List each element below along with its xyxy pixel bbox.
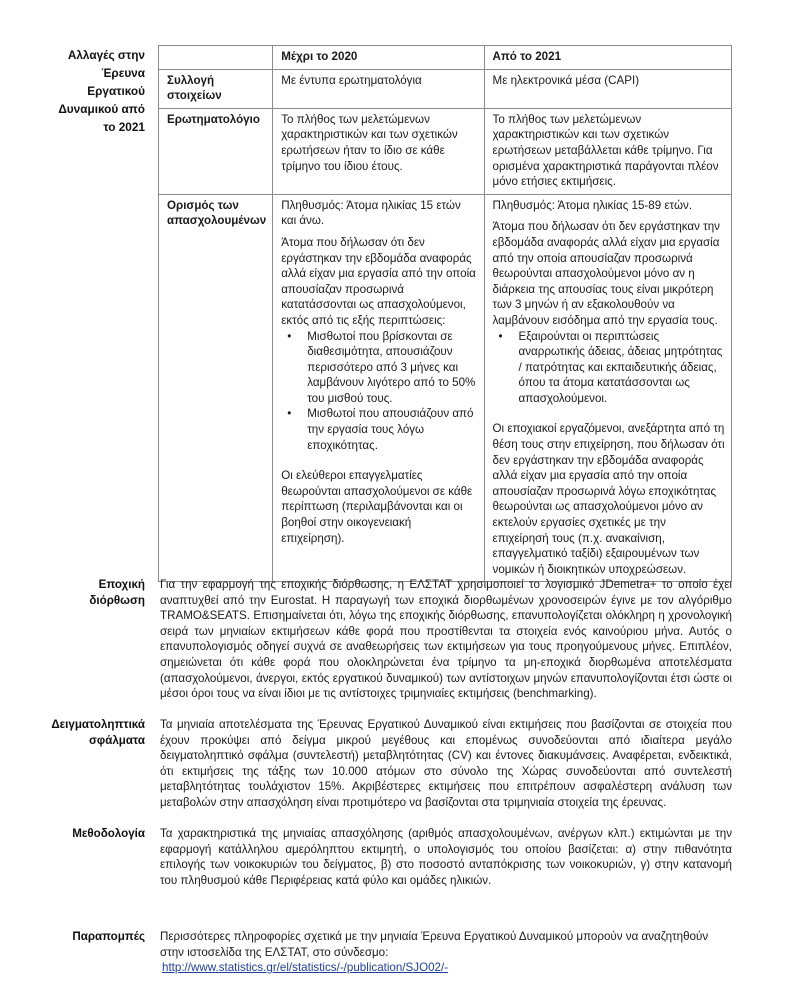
bullet-item: • Μισθωτοί που απουσιάζουν από την εργασία τους λόγω εποχικότητας. xyxy=(281,406,477,453)
population-text: Πληθυσμός: Άτομα ηλικίας 15 ετών και άνω. xyxy=(281,198,461,228)
bullet-list xyxy=(493,329,725,407)
intro-text: Άτομα που δήλωσαν ότι δεν εργάστηκαν την εβδομάδα αναφοράς αλλά είχαν μια εργασία από την οποία απουσίαζαν προσωρινά κατατάσσονται ως απασχολούμενοι, εκτός από τις εξής περιπτώσεις: xyxy=(281,235,476,327)
cell-after xyxy=(484,194,731,582)
closing-text: Οι ελεύθεροι επαγγελματίες θεωρούνται απασχολούμενοι σε κάθε περίπτωση (περιλαμβάνονται και οι βοηθοί στην οικογενειακή επιχείρηση). xyxy=(281,469,473,545)
section-label-sampling: Δειγματοληπτικά σφάλματα xyxy=(51,718,145,747)
header-cell-empty xyxy=(159,46,273,70)
row-label: Ορισμός των απασχολουμένων xyxy=(159,194,273,582)
table-row xyxy=(159,194,732,582)
bullet-list xyxy=(281,329,477,454)
cell-before xyxy=(273,194,484,582)
cell-before: Με έντυπα ερωτηματολόγια xyxy=(273,69,484,108)
section-text-seasonal: Για την εφαρμογή της εποχικής διόρθωσης, η ΕΛΣΤΑΤ χρησιμοποιεί το λογισμικό JDemetra+ το οποίο έχει αναπτυχθεί από την Eurostat. Η παραγωγή των εποχικά διορθωμένων χρονοσειρών έγινε με τον αλγόριθμο TRAMO&SEATS. Επισημαίνεται ότι, λόγω της εποχικής διόρθωσης, επανυπολογίζεται ολόκληρη η χρονολογική σειρά των μηνιαίων εκτιμήσεων κάθε φορά που προστίθενται τα στοιχεία ενός καινούριου μήνα. Αυτός ο επανυπολογισμός οδηγεί συχνά σε αναθεωρήσεις των εκτιμήσεων για τους προηγούμενους μήνες. Επιπλέον, σημειώνεται ότι κάθε φορά που ολοκληρώνεται ένα τρίμηνο τα μη-εποχικά διορθωμένα αποτελέσματα (απασχολούμενοι, άνεργοι, εκτός εργατικού δυναμικού) των αντίστοιχων μηνών επανυπολογίζονται έτσι ώστε οι μέσοι όροι τους να είναι ίδιοι με τις αντίστοιχες τριμηνιαίες εκτιμήσεις (benchmarking). xyxy=(160,578,732,701)
references-text: Περισσότερες πληροφορίες σχετικά με την μηνιαία Έρευνα Εργατικού Δυναμικού μπορούν να αναζητηθούν στην ιστοσελίδα της ΕΛΣΤΑΤ, στο σύνδεσμο: xyxy=(160,930,709,959)
section-label-changes: Αλλαγές στην Έρευνα Εργατικού Δυναμικού από το 2021 xyxy=(58,48,145,134)
section-text-methodology: Τα χαρακτηριστικά της μηνιαίας απασχόλησης (αριθμός απασχολουμένων, ανέργων κλπ.) εκτιμώνται με την εφαρμογή κατάλληλου αμερόληπτου εκτιμητή, ο υπολογισμός του οποίου βασίζεται: α) στην πιθανότητα επιλογής των νοικοκυριών του δείγματος, β) στο ποσοστό ανταπόκρισης των νοικοκυριών, γ) στην κατανομή του πληθυσμού κάθε Περιφέρειας κατά φύλο και ομάδες ηλικιών. xyxy=(160,827,732,887)
bullet-item: • Εξαιρούνται οι περιπτώσεις αναρρωτικής άδειας, άδειας μητρότητας / πατρότητας και εκπαιδευτικής άδειας, όπου τα άτομα κατατάσσονται ως απασχολούμενοι. xyxy=(493,329,725,407)
section-label-references: Παραπομπές xyxy=(72,930,145,943)
intro-text: Άτομα που δήλωσαν ότι δεν εργάστηκαν την εβδομάδα αναφοράς αλλά είχαν μια εργασία από την οποία απουσίαζαν προσωρινά θεωρούνται απασχολούμενοι μόνο αν η διάρκεια της απουσίας τους είναι μικρότερη των 3 μηνών ή αν εξακολουθούν να λαμβάνουν εισόδημα από την εργασία τους. xyxy=(492,220,720,327)
section-text-sampling: Τα μηνιαία αποτελέσματα της Έρευνας Εργατικού Δυναμικού είναι εκτιμήσεις που βασίζονται σε στοιχεία που έχουν προκύψει από δείγμα μικρού μεγέθους και επομένως συνοδεύονται από ιδιαίτερα μεγάλο δειγματοληπτικό σφάλμα (συντελεστή) μεταβλητότητας (CV) και έντονες διακυμάνσεις. Αναφέρεται, ενδεικτικά, ότι εκτιμήσεις της τάξης των 10.000 ατόμων στο σύνολο της Χώρας συνοδεύονται από συντελεστή μεταβλητότητας τουλάχιστον 15%. Ακριβέστερες εκτιμήσεις που επιτρέπουν ασφαλέστερη ανάλυση των μεταβολών στην απασχόληση είναι προτιμότερο να βασίζονται στα τριμηνιαία στοιχεία της έρευνας. xyxy=(160,718,732,809)
closing-text: Οι εποχιακοί εργαζόμενοι, ανεξάρτητα από τη θέση τους στην επιχείρηση, που δήλωσαν ότι δεν εργάστηκαν την εβδομάδα αναφοράς αλλά είχαν μια εργασία από την οποία απουσίαζαν προσωρινά λόγω εποχικότητας θεωρούνται ως απασχολούμενοι μόνο αν εκτελούν εργασίες σχετικές με την επιχείρησή τους (π.χ. ανακαίνιση, επαγγελματικό ταξίδι) εξαιρουμένων των νομικών ή διοικητικών υποχρεώσεων. xyxy=(492,422,725,576)
section-label-seasonal: Εποχική διόρθωση xyxy=(89,578,145,607)
population-text: Πληθυσμός: Άτομα ηλικίας 15-89 ετών. xyxy=(492,198,693,212)
section-label-methodology: Μεθοδολογία xyxy=(72,827,145,840)
row-label: Ερωτηματολόγιο xyxy=(159,108,273,194)
section-references xyxy=(160,929,732,976)
table-row xyxy=(159,108,732,194)
header-cell-from-2021: Από το 2021 xyxy=(484,46,731,70)
table-row xyxy=(159,69,732,108)
row-label: Συλλογή στοιχείων xyxy=(159,69,273,108)
cell-after: Με ηλεκτρονικά μέσα (CAPI) xyxy=(484,69,731,108)
table-header-row xyxy=(159,46,732,70)
bullet-item: • Μισθωτοί που βρίσκονται σε διαθεσιμότητα, απουσιάζουν περισσότερο από 3 μήνες και λαμβάνουν λιγότερο από το 50% του μισθού τους. xyxy=(281,329,477,407)
cell-before: Το πλήθος των μελετώμενων χαρακτηριστικών και των σχετικών ερωτήσεων ήταν το ίδιο σε κάθε τρίμηνο του ίδιου έτους. xyxy=(273,108,484,194)
statistics-link[interactable]: http://www.statistics.gr/el/statistics/-/publication/SJO02/- xyxy=(162,961,449,975)
header-cell-until-2020: Μέχρι το 2020 xyxy=(273,46,484,70)
cell-after: Το πλήθος των μελετώμενων χαρακτηριστικών και των σχετικών ερωτήσεων μεταβάλλεται κάθε τρίμηνο. Για ορισμένα χαρακτηριστικά παράγονται πλέον μόνο ετήσιες εκτιμήσεις. xyxy=(484,108,731,194)
comparison-table xyxy=(158,45,732,582)
